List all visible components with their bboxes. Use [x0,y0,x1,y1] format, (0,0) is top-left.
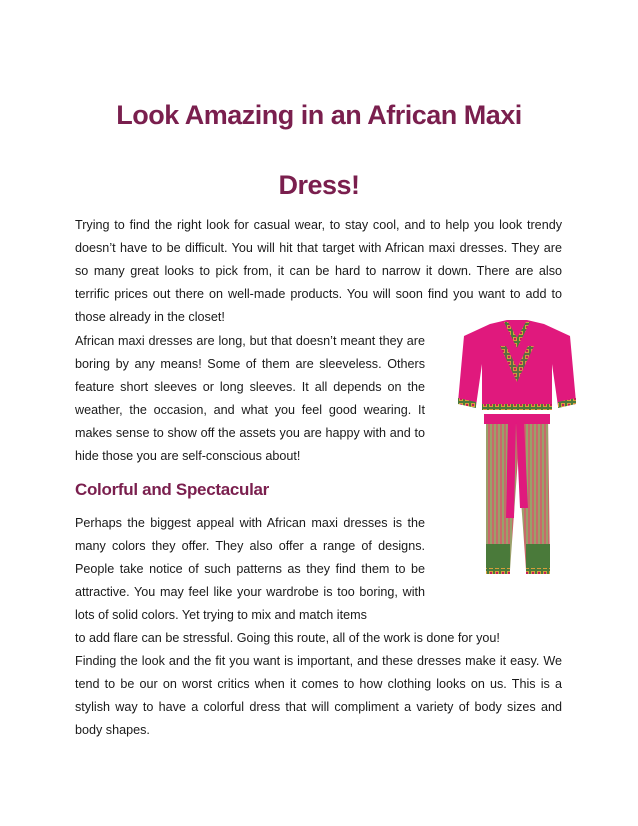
page-title-line-1: Look Amazing in an African Maxi [116,100,522,130]
top-garment [458,320,576,410]
third-paragraph-tail: to add flare can be stressful. Going this route, all of the work is done for you! [75,631,500,645]
third-paragraph: Perhaps the biggest appeal with African maxi dresses is the many colors they offer. They also offer a range of designs. People take notice of such patterns as they find them to be attractive. You may feel like your wardrobe is too boring, with lots of solid colors. Yet trying to mix and match items [75,516,425,622]
second-paragraph: African maxi dresses are long, but that doesn’t meant they are boring by any means! Some of them are sleeveless. Others feature short sleeves or long sleeves. It all depends on the weather, the occasion, and what you feel good wearing. It makes sense to show off the assets you are happy with and to hide those you are self-conscious about! [75,334,425,463]
section-heading: Colorful and Spectacular [75,480,270,499]
outfit-image [452,318,582,596]
intro-paragraph: Trying to find the right look for casual wear, to stay cool, and to help you look trendy doesn’t have to be difficult. You will hit that target with African maxi dresses. They are so many great looks to pick from, it can be hard to narrow it down. There are also terrific prices out there on well-made products. You will soon find you want to add to those already in the closet! [75,218,562,324]
page-title-line-2: Dress! [278,170,360,200]
fourth-paragraph: Finding the look and the fit you want is important, and these dresses make it easy. We tend to be our on worst critics when it comes to how clothing looks on us. This is a stylish way to have a colorful dress that will compliment a variety of body sizes and body shapes. [75,654,562,737]
